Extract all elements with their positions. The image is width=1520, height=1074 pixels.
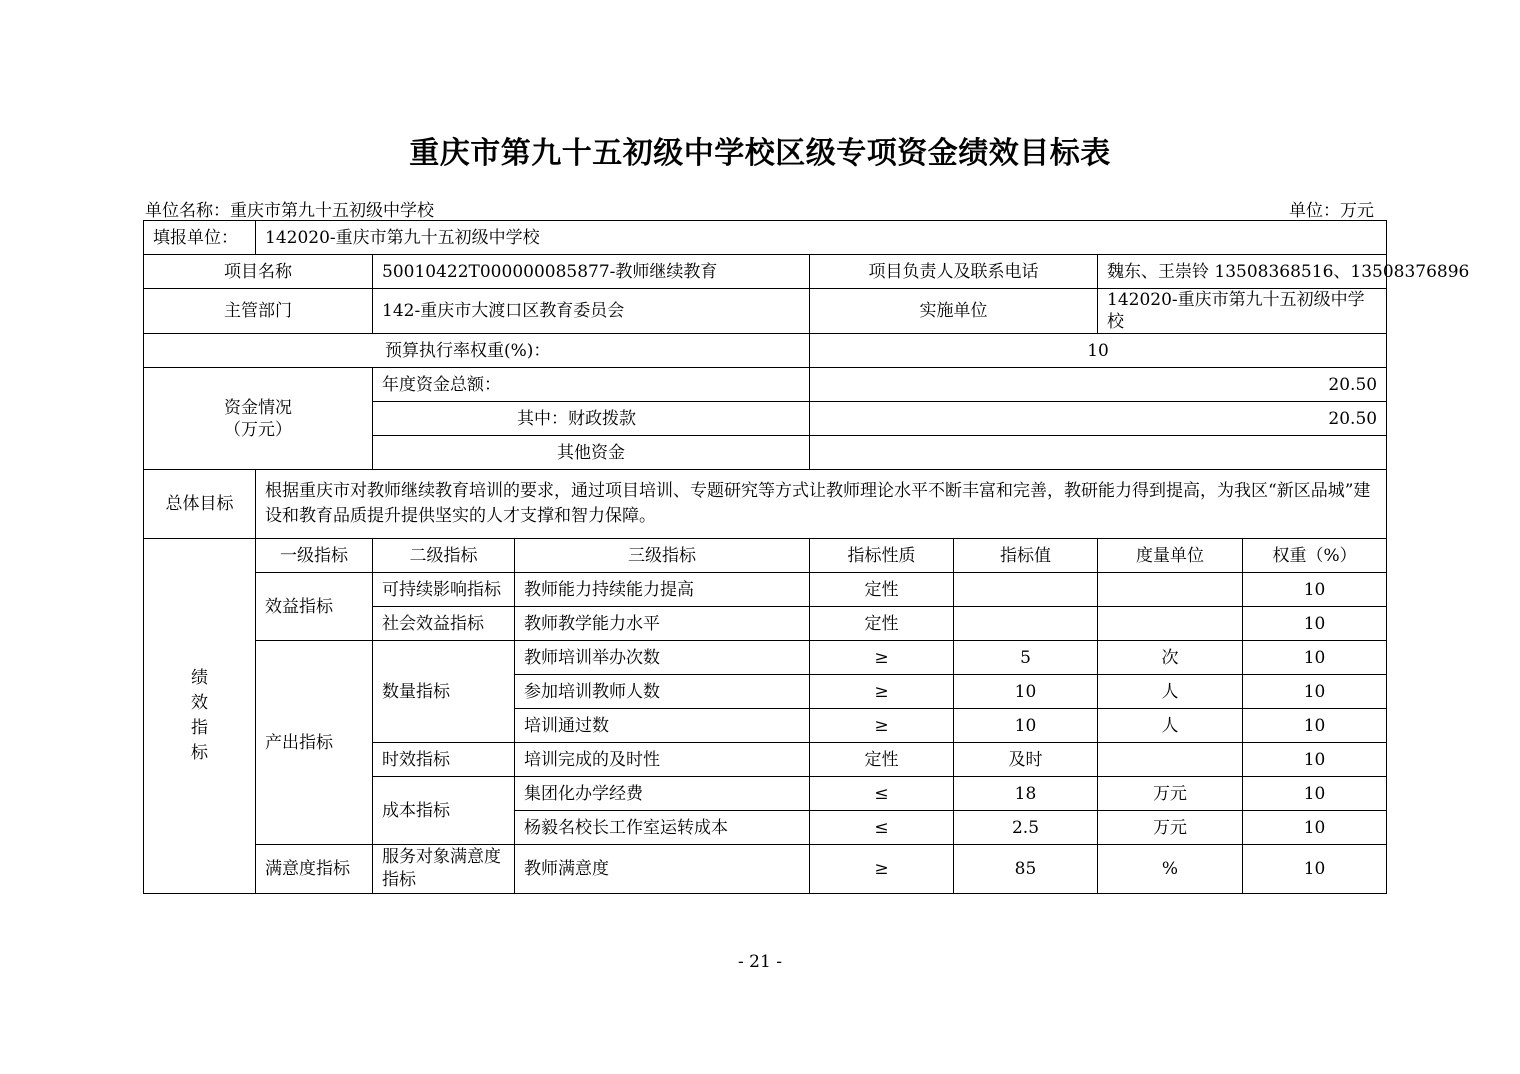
funds-label-line2: （万元） bbox=[224, 419, 292, 440]
impl-value: 142020-重庆市第九十五初级中学校 bbox=[1098, 289, 1387, 334]
dept-value: 142-重庆市大渡口区教育委员会 bbox=[373, 289, 810, 334]
level1-satisfaction: 满意度指标 bbox=[256, 845, 373, 894]
table-row: 成本指标 集团化办学经费 ≤ 18 万元 10 bbox=[144, 777, 1387, 811]
perf-indicator-label: 绩 效 指 标 bbox=[144, 539, 256, 894]
table-row: 社会效益指标 教师教学能力水平 定性 10 bbox=[144, 607, 1387, 641]
project-name-value: 50010422T000000085877-教师继续教育 bbox=[373, 255, 810, 289]
header-nature: 指标性质 bbox=[810, 539, 954, 573]
table-row: 培训通过数 ≥ 10 人 10 bbox=[144, 709, 1387, 743]
unit-label: 单位：万元 bbox=[1289, 201, 1374, 221]
header-weight: 权重（%） bbox=[1243, 539, 1387, 573]
level2-sustain: 可持续影响指标 bbox=[373, 573, 515, 607]
page-title: 重庆市第九十五初级中学校区级专项资金绩效目标表 bbox=[409, 136, 1111, 171]
annual-total-label: 年度资金总额： bbox=[373, 368, 810, 402]
impl-label: 实施单位 bbox=[810, 289, 1098, 334]
level1-benefit: 效益指标 bbox=[256, 573, 373, 641]
report-unit-value: 142020-重庆市第九十五初级中学校 bbox=[256, 221, 1387, 255]
level2-cost: 成本指标 bbox=[373, 777, 515, 845]
other-funds-label: 其他资金 bbox=[373, 436, 810, 470]
project-name-label: 项目名称 bbox=[144, 255, 373, 289]
performance-table bbox=[143, 220, 1470, 894]
annual-total-value: 20.50 bbox=[810, 368, 1387, 402]
other-funds-value bbox=[810, 436, 1387, 470]
header-value: 指标值 bbox=[954, 539, 1098, 573]
table-row: 杨毅名校长工作室运转成本 ≤ 2.5 万元 10 bbox=[144, 811, 1387, 845]
table-row: 参加培训教师人数 ≥ 10 人 10 bbox=[144, 675, 1387, 709]
level2-timeliness: 时效指标 bbox=[373, 743, 515, 777]
level2-social: 社会效益指标 bbox=[373, 607, 515, 641]
goal-label: 总体目标 bbox=[144, 470, 256, 539]
goal-text: 根据重庆市对教师继续教育培训的要求，通过项目培训、专题研究等方式让教师理论水平不断丰富和完善，教研能力得到提高，为我区“新区品城”建设和教育品质提升提供坚实的人才支撑和智力保障。 bbox=[256, 470, 1387, 539]
level1-output: 产出指标 bbox=[256, 641, 373, 845]
table-row: 时效指标 培训完成的及时性 定性 及时 10 bbox=[144, 743, 1387, 777]
dept-label: 主管部门 bbox=[144, 289, 373, 334]
header-level2: 二级指标 bbox=[373, 539, 515, 573]
fiscal-label: 其中：财政拨款 bbox=[373, 402, 810, 436]
report-unit-label: 填报单位： bbox=[144, 221, 256, 255]
contact-label: 项目负责人及联系电话 bbox=[810, 255, 1098, 289]
funds-label-line1: 资金情况 bbox=[224, 397, 292, 418]
level2-quantity: 数量指标 bbox=[373, 641, 515, 743]
fiscal-value: 20.50 bbox=[810, 402, 1387, 436]
funds-label bbox=[144, 368, 373, 470]
page-number: - 21 - bbox=[738, 952, 782, 972]
table-row: 产出指标 数量指标 教师培训举办次数 ≥ 5 次 10 bbox=[144, 641, 1387, 675]
contact-value: 魏东、王崇铃 13508368516、13508376896 bbox=[1098, 255, 1387, 289]
budget-weight-label: 预算执行率权重(%)： bbox=[144, 334, 810, 368]
budget-weight-value: 10 bbox=[810, 334, 1387, 368]
header-level3: 三级指标 bbox=[515, 539, 810, 573]
header-unit: 度量单位 bbox=[1098, 539, 1243, 573]
unit-name: 单位名称：重庆市第九十五初级中学校 bbox=[145, 201, 434, 221]
level2-service: 服务对象满意度指标 bbox=[373, 845, 515, 894]
table-row: 满意度指标 服务对象满意度指标 教师满意度 ≥ 85 % 10 bbox=[144, 845, 1387, 894]
header-level1: 一级指标 bbox=[256, 539, 373, 573]
table-row: 效益指标 可持续影响指标 教师能力持续能力提高 定性 10 bbox=[144, 573, 1387, 607]
